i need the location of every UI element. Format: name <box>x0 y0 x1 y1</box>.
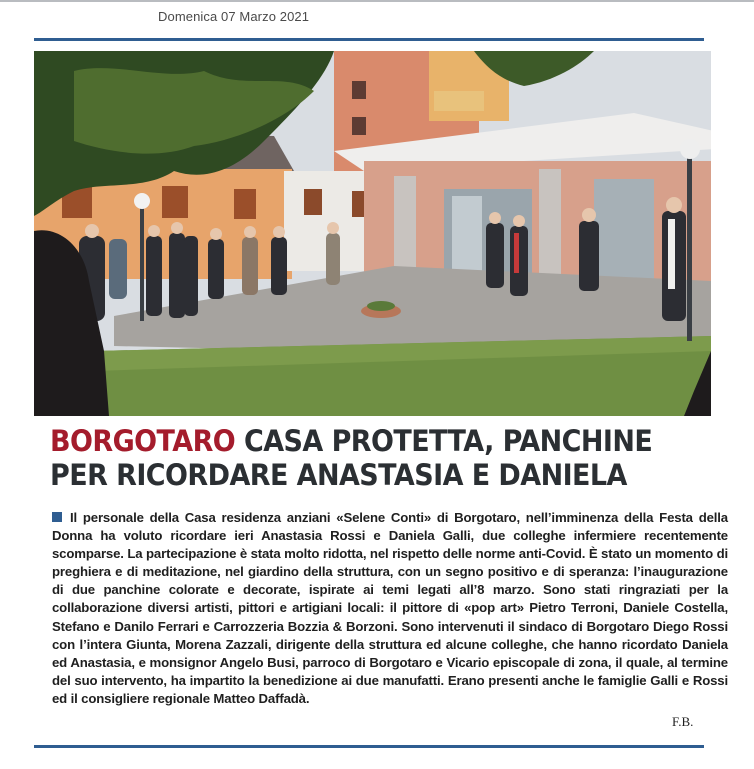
headline-line-1 <box>50 424 682 458</box>
headline-kicker: BORGOTARO <box>50 424 236 458</box>
publication-date: Domenica 07 Marzo 2021 <box>158 9 310 24</box>
article-photo <box>34 51 711 416</box>
headline-title-line-2: PER RICORDARE ANASTASIA E DANIELA <box>50 458 627 492</box>
bottom-rule <box>34 745 704 748</box>
page-top-edge <box>0 0 754 2</box>
photo-courtyard-ceremony <box>34 51 711 416</box>
author-signature: F.B. <box>672 714 694 729</box>
bullet-square-icon <box>52 512 62 522</box>
article-text: Il personale della Casa residenza anziani «Selene Conti» di Borgotaro, nell’imminenza della Festa della Donna ha voluto ricordare ieri Anastasia Rossi e Daniela Galli, due colleghe infermiere recentemente scomparse. La partecipazione è stata molto ridotta, nel rispetto delle norme anti-Covid. È stato un momento di preghiera e di meditazione, nel giardino della struttura, con un segno positivo e di speranza: l’inaugurazione di due panchine colorate e decorate, ispirate ai temi legati all’8 marzo. Sono stati ringraziati per la collaborazione diversi artisti, pittori e artigiani locali: il pittore di «pop art» Pietro Terroni, Daniele Costella, Stefano e Danilo Ferrari e Carrozzeria Bozzia & Borzoni. Sono intervenuti il sindaco di Borgotaro Diego Rossi con l’intera Giunta, Morena Zazzali, dirigente della struttura ed alcune colleghe, che hanno ricordato Daniela ed Anastasia, e monsignor Angelo Busi, parroco di Borgotaro e Vicario episcopale di zona, il quale, al termine del suo intervento, ha impartito la benedizione ai due manufatti. Erano presenti anche le famiglie Galli e Rossi ed il consigliere regionale Matteo Daffadà. <box>52 510 728 706</box>
article-body <box>52 509 728 708</box>
headline-title-line-1: CASA PROTETTA, PANCHINE <box>244 424 653 458</box>
headline <box>50 424 682 492</box>
top-rule <box>34 38 704 41</box>
